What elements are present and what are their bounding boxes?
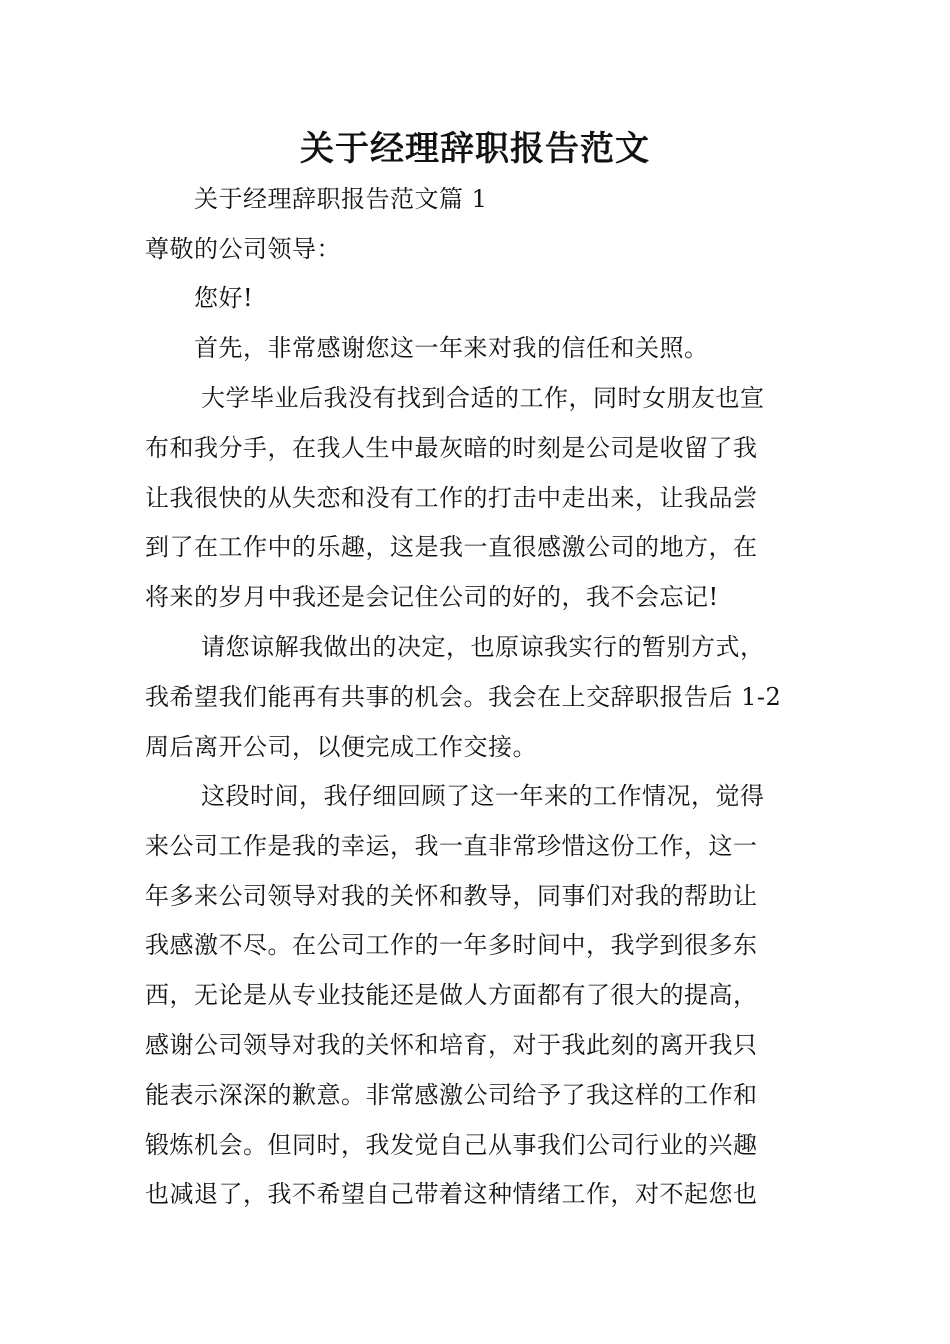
paragraph-2-line: 大学毕业后我没有找到合适的工作，同时女朋友也宣 — [201, 384, 765, 412]
paragraph-3-line: 请您谅解我做出的决定，也原谅我实行的暂别方式， — [201, 633, 765, 661]
paragraph-2-line: 将来的岁月中我还是会记住公司的好的，我不会忘记! — [145, 583, 719, 612]
paragraph-4 — [145, 772, 810, 1220]
salutation: 尊敬的公司领导： — [145, 235, 341, 263]
paragraph-4-line: 感谢公司领导对我的关怀和培育，对于我此刻的离开我只 — [145, 1030, 758, 1059]
paragraph-4-line: 我感激不尽。在公司工作的一年多时间中，我学到很多东 — [145, 931, 758, 960]
paragraph-3 — [145, 623, 810, 772]
paragraph-2-line: 让我很快的从失恋和没有工作的打击中走出来，让我品尝 — [145, 483, 758, 512]
paragraph-3-line: 周后离开公司，以便完成工作交接。 — [145, 732, 537, 761]
section-heading: 关于经理辞职报告范文篇 1 — [194, 185, 488, 213]
greeting: 您好! — [194, 284, 254, 312]
paragraph-4-line: 锻炼机会。但同时，我发觉自己从事我们公司行业的兴趣 — [145, 1130, 758, 1159]
document-title: 关于经理辞职报告范文 — [300, 129, 650, 169]
paragraph-4-line: 来公司工作是我的幸运，我一直非常珍惜这份工作，这一 — [145, 831, 758, 860]
paragraph-4-line: 年多来公司领导对我的关怀和教导，同事们对我的帮助让 — [145, 881, 758, 910]
paragraph-1: 首先，非常感谢您这一年来对我的信任和关照。 — [194, 334, 709, 362]
paragraph-4-line: 也减退了，我不希望自己带着这种情绪工作，对不起您也 — [145, 1180, 758, 1209]
paragraph-4-line: 能表示深深的歉意。非常感激公司给予了我这样的工作和 — [145, 1080, 758, 1109]
paragraph-2-line: 布和我分手，在我人生中最灰暗的时刻是公司是收留了我 — [145, 433, 758, 462]
paragraph-4-line: 这段时间，我仔细回顾了这一年来的工作情况，觉得 — [201, 782, 765, 810]
paragraph-3-line: 我希望我们能再有共事的机会。我会在上交辞职报告后 1-2 — [145, 682, 782, 711]
paragraph-2-line: 到了在工作中的乐趣，这是我一直很感激公司的地方，在 — [145, 533, 758, 562]
paragraph-4-line: 西，无论是从专业技能还是做人方面都有了很大的提高， — [145, 981, 758, 1010]
paragraph-2 — [145, 374, 810, 623]
